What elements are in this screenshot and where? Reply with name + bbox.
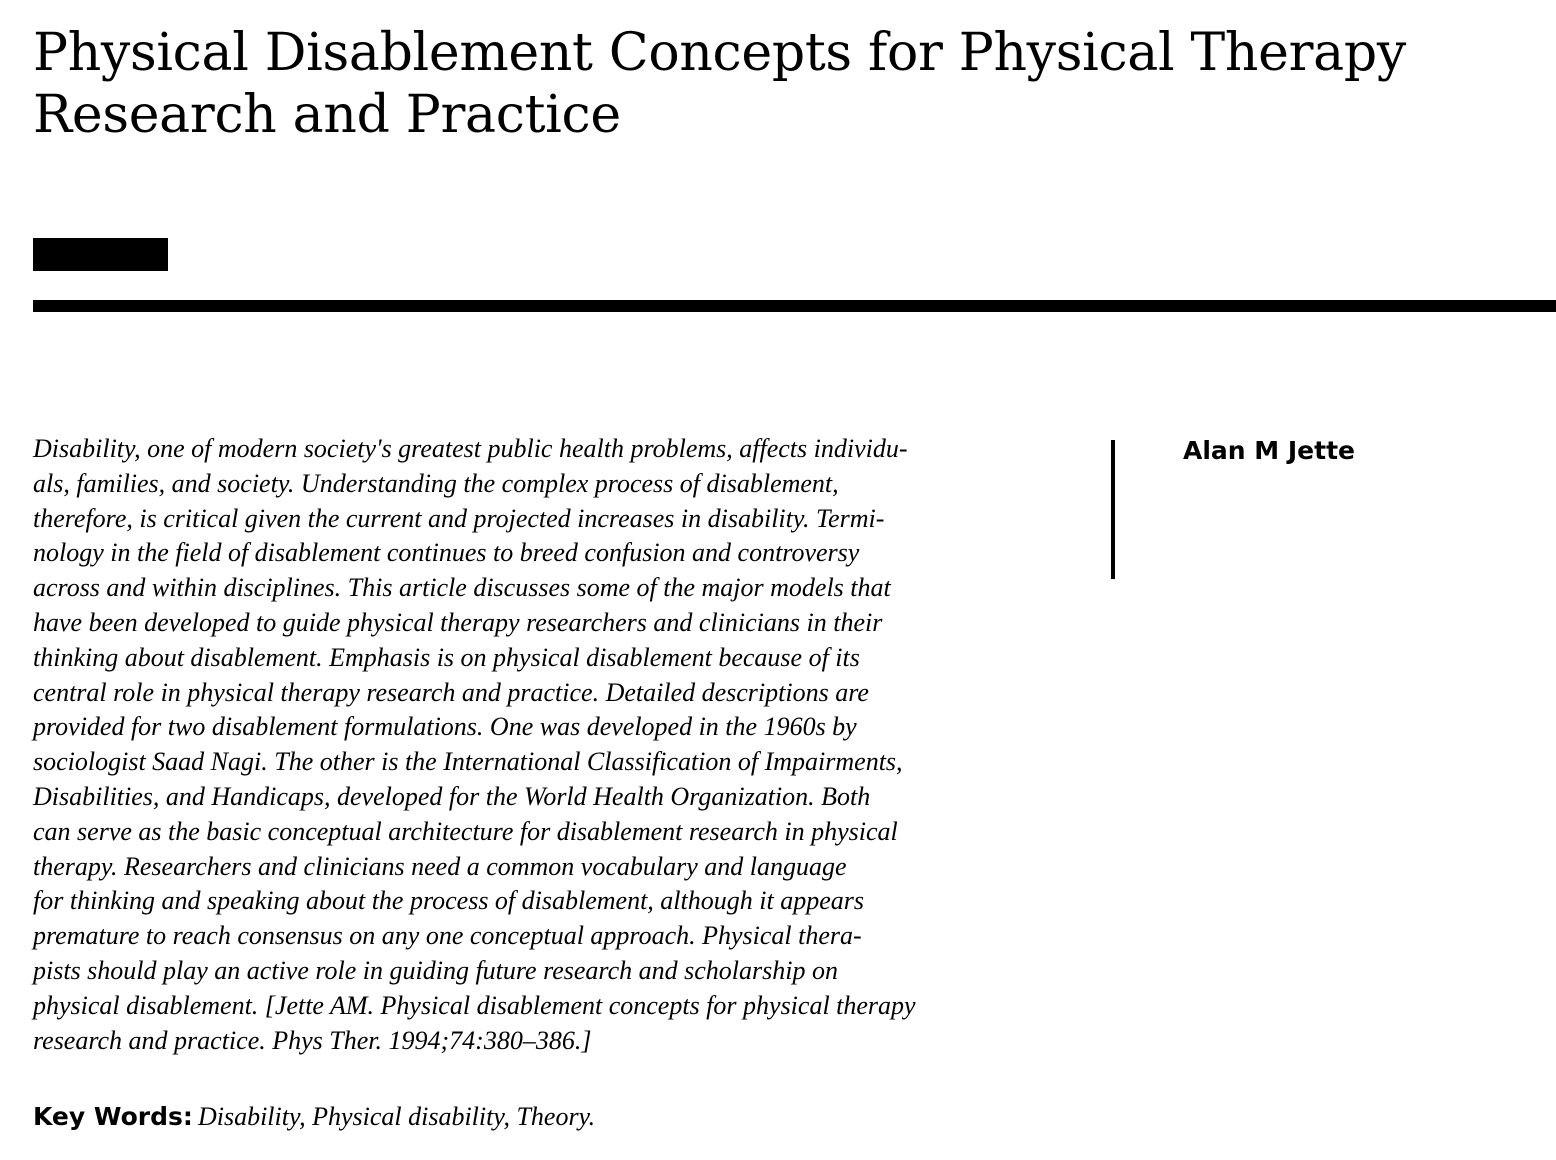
key-words-values: Disability, Physical disability, Theory.	[197, 1102, 596, 1131]
vertical-divider	[1111, 440, 1115, 579]
key-words	[33, 1100, 595, 1137]
abstract-line: central role in physical therapy research and practice. Detailed descriptions are	[33, 677, 869, 707]
horizontal-rule	[33, 300, 1556, 312]
article-title	[33, 22, 1533, 146]
abstract-line: nology in the field of disablement continues to breed confusion and controversy	[33, 538, 860, 568]
abstract-line: therefore, is critical given the current and projected increases in disability. Termi-	[33, 503, 885, 533]
key-words-label: Key Words:	[33, 1102, 193, 1131]
abstract-line: sociologist Saad Nagi. The other is the International Classification of Impairments,	[33, 747, 903, 777]
abstract-line: provided for two disablement formulations. One was developed in the 1960s by	[33, 712, 857, 742]
abstract-line: Disabilities, and Handicaps, developed for the World Health Organization. Both	[33, 781, 871, 811]
abstract-line: research and practice. Phys Ther. 1994;74:380–386.]	[33, 1025, 592, 1055]
abstract-line: across and within disciplines. This article discusses some of the major models that	[33, 573, 891, 603]
abstract	[33, 432, 1093, 1058]
title-line-2: Research and Practice	[33, 85, 621, 145]
abstract-line: premature to reach consensus on any one conceptual approach. Physical thera-	[33, 921, 862, 951]
abstract-line: for thinking and speaking about the process of disablement, although it appears	[33, 886, 864, 916]
decorative-block	[33, 238, 168, 271]
abstract-line: therapy. Researchers and clinicians need a common vocabulary and language	[33, 851, 847, 881]
title-line-1: Physical Disablement Concepts for Physical Therapy	[33, 23, 1406, 83]
abstract-line: thinking about disablement. Emphasis is on physical disablement because of its	[33, 642, 860, 672]
author-name: Alan M Jette	[1183, 436, 1355, 465]
abstract-line: pists should play an active role in guiding future research and scholarship on	[33, 955, 838, 985]
abstract-line: physical disablement. [Jette AM. Physical disablement concepts for physical therapy	[33, 990, 916, 1020]
abstract-line: Disability, one of modern society's greatest public health problems, affects individu-	[33, 434, 908, 463]
abstract-line: have been developed to guide physical therapy researchers and clinicians in their	[33, 607, 883, 637]
abstract-line: als, families, and society. Understanding the complex process of disablement,	[33, 468, 839, 498]
abstract-line: can serve as the basic conceptual architecture for disablement research in physical	[33, 816, 898, 846]
